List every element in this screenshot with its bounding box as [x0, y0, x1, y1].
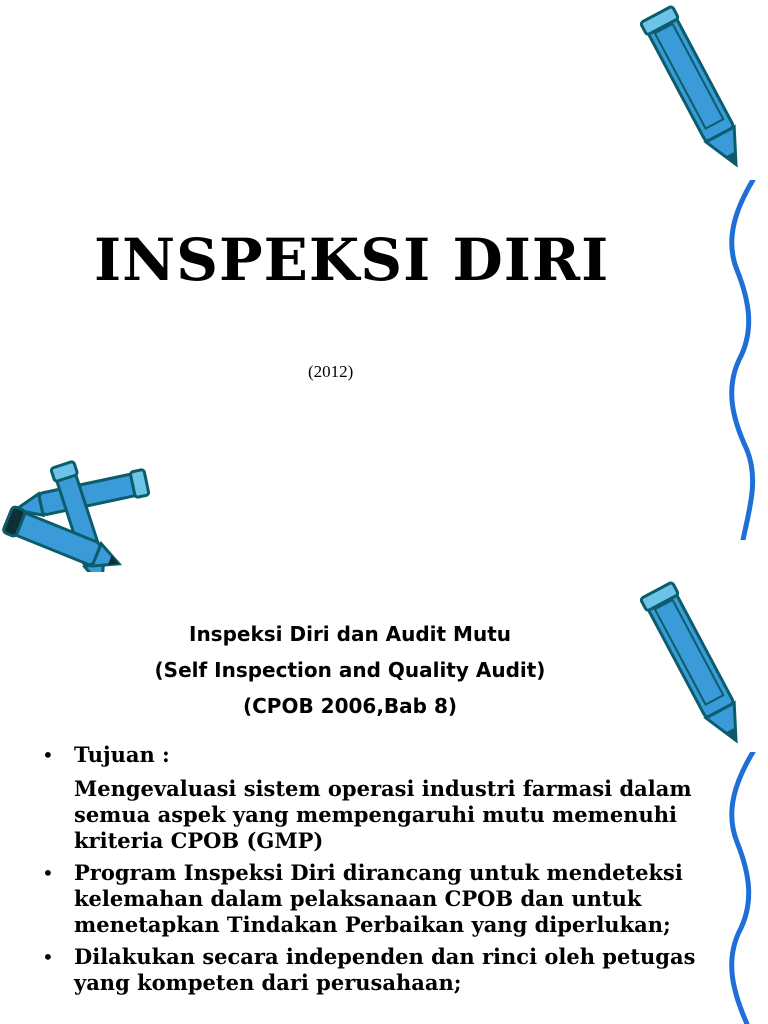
slide-heading [0, 616, 700, 724]
bullet-text: Tujuan : [74, 742, 170, 767]
pencil-icon [640, 2, 756, 184]
bullet-dot-icon: • [42, 743, 54, 767]
crossed-pencils-icon [0, 460, 155, 572]
bullet-text: Program Inspeksi Diri dirancang untuk mendeteksi kelemahan dalam pelaksanaan CPOB dan untuk menetapkan Tindakan Perbaikan yang diperlukan; [74, 860, 683, 937]
slide-title: INSPEKSI DIRI [94, 226, 610, 294]
content-slide [0, 576, 768, 1024]
heading-line-1: Inspeksi Diri dan Audit Mutu [189, 622, 511, 646]
bullet-dot-icon: • [42, 861, 54, 885]
slide-year: (2012) [308, 362, 354, 381]
pencil-icon [640, 578, 756, 760]
bullet-item [40, 944, 730, 996]
heading-line-2: (Self Inspection and Quality Audit) [154, 658, 546, 682]
bullet-item [40, 860, 730, 938]
heading-line-3: (CPOB 2006,Bab 8) [242, 694, 458, 718]
wavy-line-decoration [725, 180, 768, 540]
bullet-dot-icon: • [42, 945, 54, 969]
bullet-text: Dilakukan secara independen dan rinci oleh petugas yang kompeten dari perusahaan; [74, 944, 696, 995]
wavy-line-decoration [725, 752, 768, 1024]
bullet-detail: Mengevaluasi sistem operasi industri farmasi dalam semua aspek yang mempengaruhi mutu memenuhi kriteria CPOB (GMP) [74, 776, 692, 853]
bullet-list [40, 742, 730, 1002]
bullet-item [40, 742, 730, 854]
